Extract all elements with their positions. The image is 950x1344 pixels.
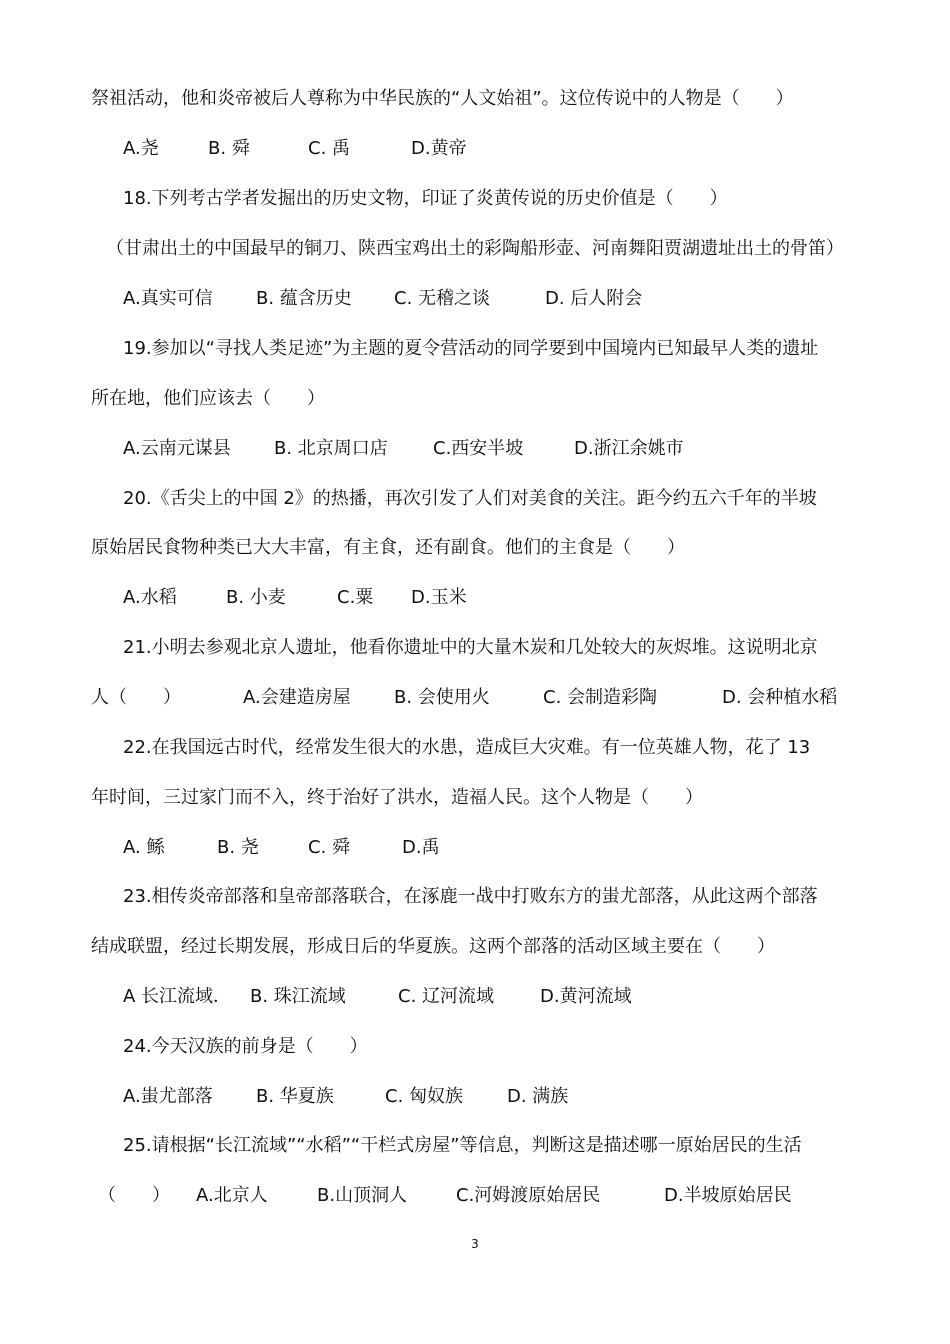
option-a: A.真实可信 (123, 288, 213, 309)
option-a: A 长江流域． (123, 986, 232, 1007)
question-18-text: 18.下列考古学者发掘出的历史文物，印证了炎黄传说的历史价值是（ ） (123, 188, 728, 209)
question-20-text-line2: 原始居民食物种类已大大丰富，有主食，还有副食。他们的主食是（ ） (91, 537, 685, 558)
question-22-text-line2: 年时间，三过家门而不入，终于治好了洪水，造福人民。这个人物是（ ） (91, 787, 703, 808)
option-d: D.玉米 (411, 587, 467, 608)
option-d: D. 后人附会 (545, 288, 643, 309)
option-c: C.河姆渡原始居民 (456, 1185, 601, 1206)
option-c: C. 禹 (308, 138, 351, 159)
option-a: A.北京人 (196, 1185, 268, 1206)
option-b: B. 尧 (217, 837, 259, 858)
option-b: B.山顶洞人 (317, 1185, 408, 1206)
option-d: D.黄河流域 (540, 986, 632, 1007)
option-a: A. 鲧 (123, 837, 165, 858)
option-d: D. 会种植水稻 (722, 687, 838, 708)
option-b: B. 北京周口店 (274, 438, 388, 459)
question-24-text: 24.今天汉族的前身是（ ） (123, 1036, 368, 1057)
question-20-text-line1: 20.《舌尖上的中国 2》的热播，再次引发了人们对美食的关注。距今约五六千年的半坡 (123, 488, 817, 509)
page-number: 3 (471, 1237, 479, 1251)
option-b: B. 珠江流域 (250, 986, 346, 1007)
option-c: C. 辽河流域 (398, 986, 495, 1007)
option-d: D.半坡原始居民 (664, 1185, 792, 1206)
option-c: C. 会制造彩陶 (543, 687, 658, 708)
option-d: D. 满族 (507, 1086, 569, 1107)
option-b: B. 蕴含历史 (256, 288, 352, 309)
option-c: C.粟 (337, 587, 374, 608)
option-c: C. 舜 (308, 837, 351, 858)
option-c: C. 匈奴族 (385, 1086, 464, 1107)
question-22-text-line1: 22.在我国远古时代，经常发生很大的水患，造成巨大灾难。有一位英雄人物，花了 13 (123, 737, 811, 758)
question-23-text-line1: 23.相传炎帝部落和皇帝部落联合，在涿鹿一战中打败东方的蚩尤部落，从此这两个部落 (123, 886, 818, 907)
option-b: B. 会使用火 (394, 687, 490, 708)
option-c: C.西安半坡 (433, 438, 524, 459)
option-d: D.浙江余姚市 (574, 438, 684, 459)
question-19-text-line1: 19.参加以“寻找人类足迹”为主题的夏令营活动的同学要到中国境内已知最早人类的遗址 (123, 338, 819, 359)
question-17-text: 祭祖活动，他和炎帝被后人尊称为中华民族的“人文始祖”。这位传说中的人物是（ ） (91, 88, 794, 109)
option-a: A.蚩尤部落 (123, 1086, 213, 1107)
option-b: B. 舜 (208, 138, 250, 159)
option-a: A.会建造房屋 (243, 687, 351, 708)
option-d: D.黄帝 (411, 138, 467, 159)
option-a: A.尧 (123, 138, 159, 159)
option-a: A.水稻 (123, 587, 177, 608)
question-18-note: （甘肃出土的中国最早的铜刀、陕西宝鸡出土的彩陶船形壶、河南舞阳贾湖遗址出土的骨笛） (106, 238, 844, 259)
option-b: B. 华夏族 (256, 1086, 334, 1107)
option-b: B. 小麦 (226, 587, 286, 608)
question-23-text-line2: 结成联盟，经过长期发展，形成日后的华夏族。这两个部落的活动区域主要在（ ） (91, 936, 775, 957)
question-21-text-line1: 21.小明去参观北京人遗址，他看你遗址中的大量木炭和几处较大的灰烬堆。这说明北京 (123, 637, 818, 658)
question-25-stem: （ ） (98, 1185, 170, 1206)
question-19-text-line2: 所在地，他们应该去（ ） (91, 388, 325, 409)
option-d: D.禹 (402, 837, 440, 858)
question-21-stem: 人（ ） (91, 687, 181, 708)
question-25-text-line1: 25.请根据“长江流域”“水稻”“干栏式房屋”等信息，判断这是描述哪一原始居民的生活 (123, 1135, 802, 1156)
option-c: C. 无稽之谈 (394, 288, 491, 309)
option-a: A.云南元谋县 (123, 438, 231, 459)
